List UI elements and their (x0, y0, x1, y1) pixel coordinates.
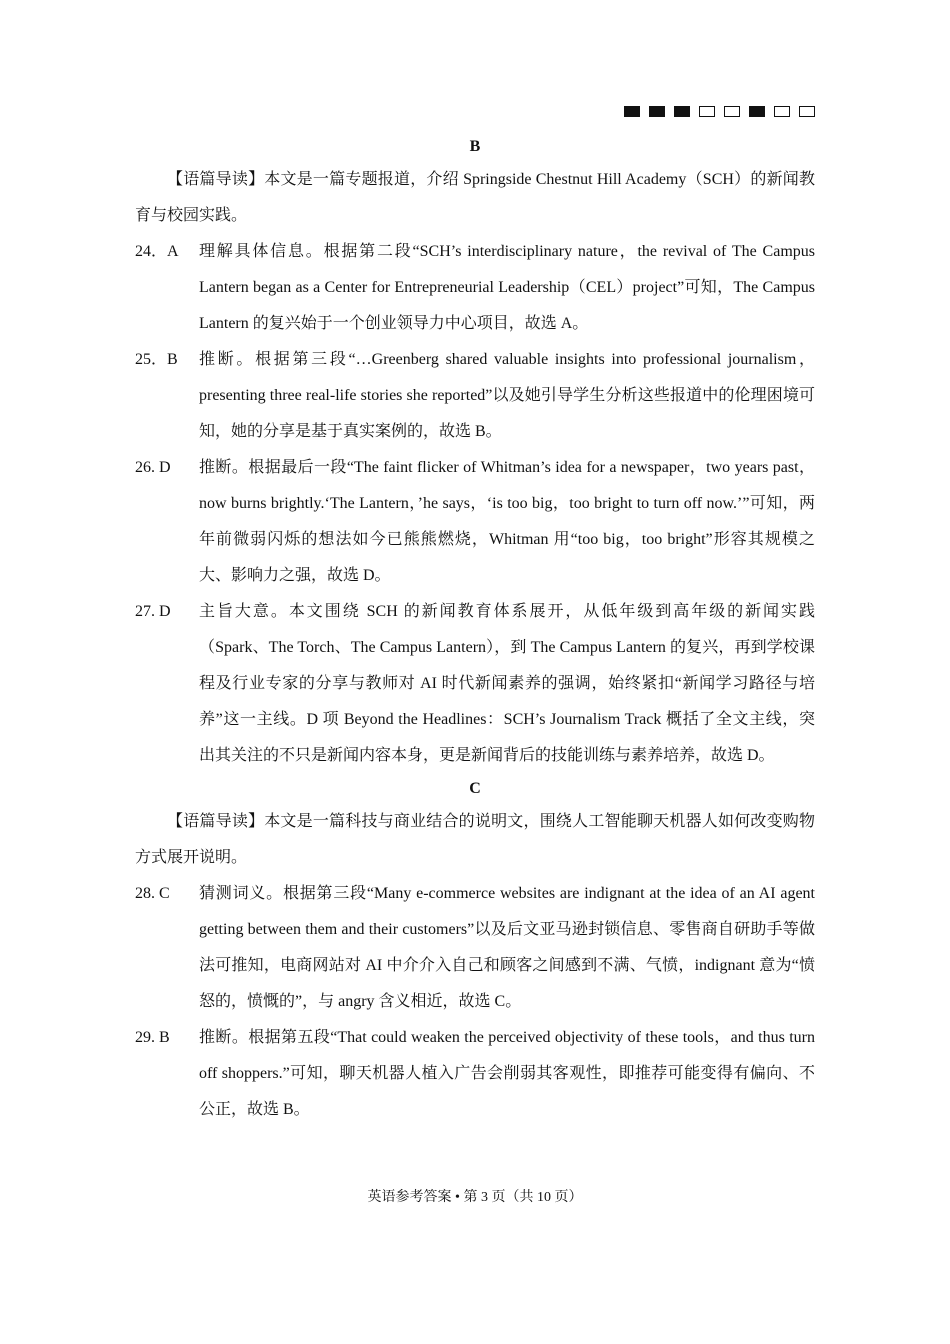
marker-square (799, 106, 815, 117)
answer-item (135, 594, 815, 774)
page-marker (624, 106, 815, 117)
explanation: 推断。根据第五段“That could weaken the perceived objectivity of these tools，and thus turn off shoppers.”可知，聊天机器人植入广告会削弱其客观性，即推荐可能变得有偏向、不公正，故选 B。 (199, 1029, 815, 1118)
explanation: 理解具体信息。根据第二段“SCH’s interdisciplinary nature，the revival of The Campus Lantern began as a Center for Entrepreneurial Leadership（CEL）project”可知，The Campus Lantern 的复兴始于一个创业领导力中心项目，故选 A。 (199, 243, 815, 332)
question-number: 25．B (135, 351, 178, 368)
answer-item (135, 234, 815, 342)
section-heading: B (469, 138, 481, 155)
marker-square (699, 106, 715, 117)
explanation: 主旨大意。本文围绕 SCH 的新闻教育体系展开，从低年级到高年级的新闻实践（Spark、The Torch、The Campus Lantern），到 The Campus Lantern 的复兴，再到学校课程及行业专家的分享与教师对 AI 时代新闻素养的强调，始终紧扣“新闻学习路径与培养”这一主线。D 项 Beyond the Headlines：SCH’s Journalism Track 概括了全文主线，突出其关注的不只是新闻内容本身，更是新闻背后的技能训练与素养培养，故选 D。 (199, 603, 815, 764)
marker-square (649, 106, 665, 117)
marker-square (624, 106, 640, 117)
answer-item (135, 1020, 815, 1128)
answer-item (135, 342, 815, 450)
question-number: 27. D (135, 603, 171, 620)
reading-guide: 【语篇导读】本文是一篇专题报道，介绍 Springside Chestnut Hill Academy（SCH）的新闻教育与校园实践。 (135, 171, 815, 224)
marker-square (749, 106, 765, 117)
section-heading: C (469, 780, 481, 797)
question-number: 29. B (135, 1029, 170, 1046)
explanation: 推断。根据最后一段“The faint flicker of Whitman’s idea for a newspaper，two years past，now burns brightly.‘The Lantern，’he says，‘is too big，too bright to turn off now.’”可知，两年前微弱闪烁的想法如今已熊熊燃烧，Whitman 用“too big，too bright”形容其规模之大、影响力之强，故选 D。 (199, 459, 815, 584)
marker-square (774, 106, 790, 117)
question-number: 26. D (135, 459, 171, 476)
question-number: 24．A (135, 243, 179, 260)
reading-guide: 【语篇导读】本文是一篇科技与商业结合的说明文，围绕人工智能聊天机器人如何改变购物方式展开说明。 (135, 813, 815, 866)
marker-square (724, 106, 740, 117)
marker-square (674, 106, 690, 117)
answer-item (135, 450, 815, 594)
answer-content (135, 132, 815, 1128)
explanation: 猜测词义。根据第三段“Many e-commerce websites are indignant at the idea of an AI agent getting between them and their customers”以及后文亚马逊封锁信息、零售商自研助手等做法可推知，电商网站对 AI 中介介入自己和顾客之间感到不满、气愤，indignant 意为“愤怒的，愤慨的”，与 angry 含义相近，故选 C。 (199, 885, 815, 1010)
answer-item (135, 876, 815, 1020)
explanation: 推断。根据第三段“…Greenberg shared valuable insights into professional journalism，presenting three real-life stories she reported”以及她引导学生分析这些报道中的伦理困境可知，她的分享是基于真实案例的，故选 B。 (199, 351, 815, 440)
question-number: 28. C (135, 885, 170, 902)
page-footer: 英语参考答案 • 第 3 页（共 10 页） (367, 1190, 583, 1205)
